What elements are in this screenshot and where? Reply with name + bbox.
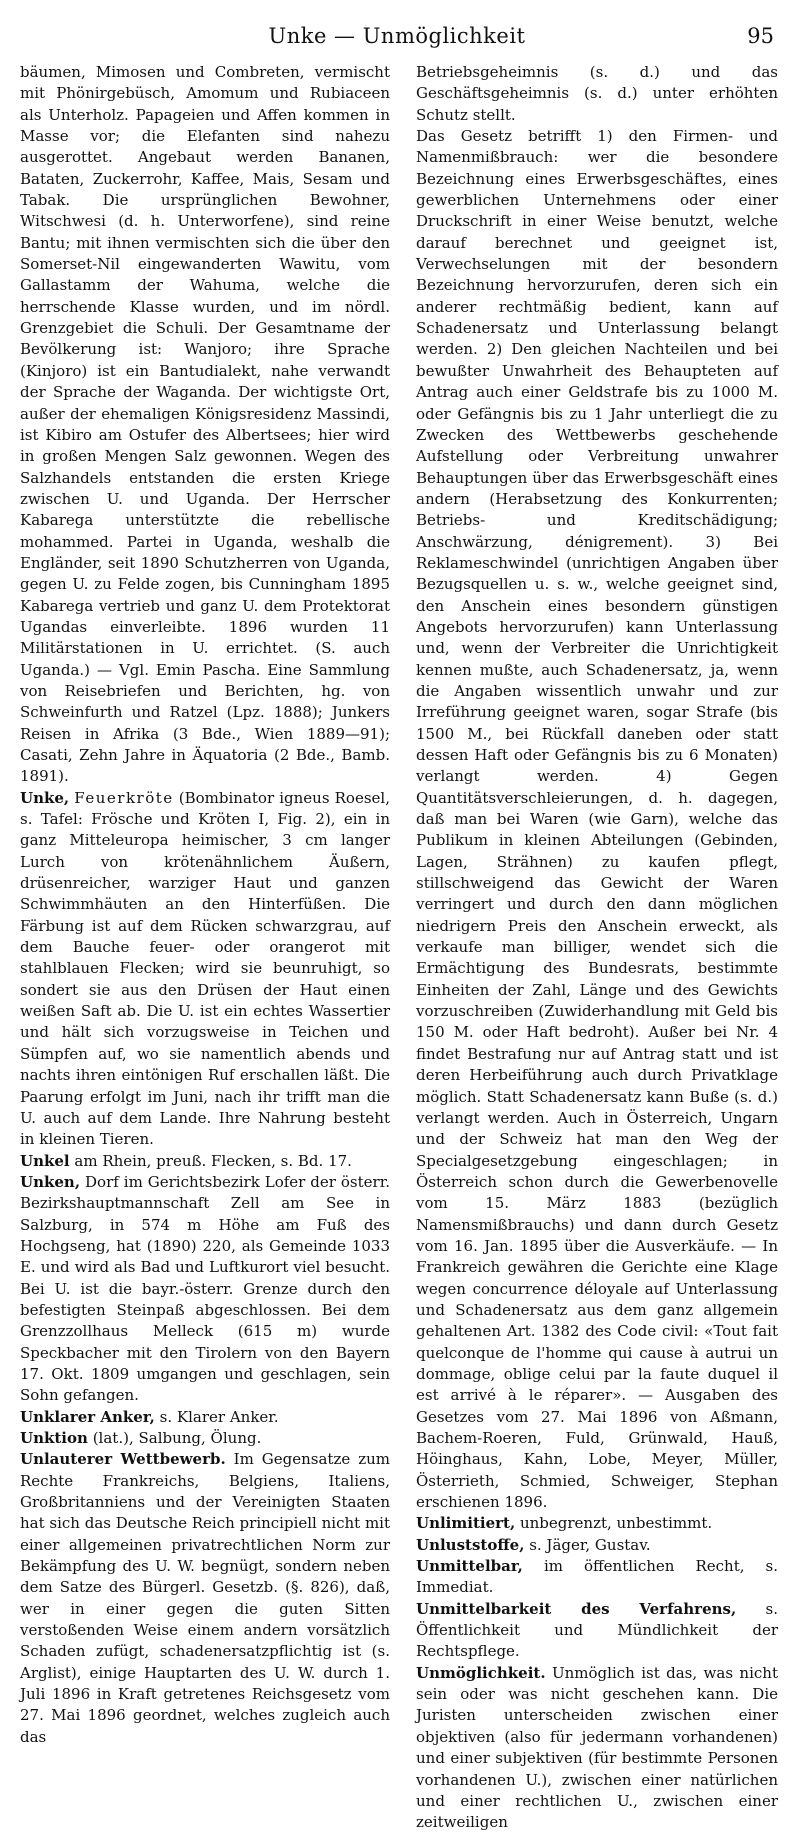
entry-text: am Rhein, preuß. Flecken, s. Bd. 17. bbox=[74, 1151, 352, 1170]
page-number: 95 bbox=[747, 24, 774, 48]
entry-headword: Unmittelbar, bbox=[416, 1557, 523, 1576]
entry-unmoeglichkeit bbox=[416, 1663, 778, 1834]
law-paragraph bbox=[416, 126, 778, 1513]
entry-text: s. Jäger, Gustav. bbox=[529, 1535, 651, 1554]
entry-text: s. Klarer Anker. bbox=[159, 1407, 279, 1426]
entry-unluststoffe bbox=[416, 1535, 778, 1556]
entry-headword: Unktion bbox=[20, 1429, 88, 1447]
entry-unklarer-anker bbox=[20, 1407, 390, 1428]
entry-text: im öffentlichen Recht, s. Immediat. bbox=[416, 1557, 778, 1597]
entry-subheading: Feuerkröte bbox=[74, 788, 174, 807]
paragraph-text: Das Gesetz betrifft 1) den Firmen- und Namenmißbrauch: wer die besondere Bezeichnung eines Erwerbsgeschäftes, eines gewerblichen Unternehmens oder einer Druckschrift in einer Weise benutzt, welche darauf berechnet und geeignet ist, Verwechselungen mit der besondern Bezeichnung hervorzurufen, deren sich ein anderer rechtmäßig bedient, kann auf Schadenersatz und Unterlassung belangt werden. 2) Den gleichen Nachteilen und bei bewußter Unwahrheit des Behaupteten auf Antrag auch einer Geldstrafe bis zu 1000 M. oder Gefängnis bis zu 1 Jahr unterliegt die zu Zwecken des Wettbewerbs geschehende Aufstellung oder Verbreitung unwahrer Behauptungen über das Erwerbsgeschäft eines andern (Herabsetzung des Konkurrenten; Betriebs- und Kreditschädigung; Anschwärzung, dénigrement). 3) Bei Reklameschwindel (unrichtigen Angaben über Bezugsquellen u. s. w., welche geeignet sind, den Anschein eines besondern günstigen Angebots hervorzurufen) kann Unterlassung und, wenn der Verbreiter die Unrichtigkeit kennen mußte, auch Schadenersatz, ja, wenn die Angaben wissentlich unwahr und zur Irreführung geeignet waren, sogar Strafe (bis 1500 M., bei Rückfall daneben oder statt dessen Haft oder Gefängnis bis zu 6 Monaten) verlangt werden. 4) Gegen Quantitätsverschleierungen, d. h. dagegen, daß man bei Waren (wie Garn), welche das Publikum in kleinen Abteilungen (Gebinden, Lagen, Strähnen) zu kaufen pflegt, stillschweigend das Gewicht der Waren verringert und durch den dann möglichen niedrigern Preis den Anschein erweckt, als verkaufe man billiger, wendet sich die Ermächtigung des Bundesrats, bestimmte Einheiten der Zahl, Länge und des Gewichts vorzuschreiben (Zuwiderhandlung mit Geld bis 150 M. oder Haft bedroht). Außer bei Nr. 4 findet Bestrafung nur auf Antrag statt und ist deren Herbeiführung auch durch Privatklage möglich. Statt Schadenersatz kann Buße (s. d.) verlangt werden. Auch in Österreich, Ungarn und der Schweiz hat man den Weg der Specialgesetzgebung eingeschlagen; in Österreich schon durch die Gewerbenovelle vom 15. März 1883 (bezüglich Namensmißbrauchs) und dann durch Gesetz vom 16. Jan. 1895 über die Ausverkäufe. — In Frankreich gewähren die Gerichte eine Klage wegen concurrence déloyale auf Unterlassung und Schadenersatz aus dem ganz allgemein gehaltenen Art. 1382 des Code civil: «Tout fait quelconque de l'homme qui cause à autrui un dommage, oblige celui par la faute duquel il est arrivé à le réparer». — Ausgaben des Gesetzes vom 27. Mai 1896 von Aßmann, Bachem-Roeren, Fuld, Grünwald, Hauß, Höinghaus, Kahn, Lobe, Meyer, Müller, Österrieth, Schmied, Schweiger, Stephan erschienen 1896. bbox=[416, 127, 778, 1512]
entry-headword: Unke, bbox=[20, 788, 70, 807]
running-title: Unke — Unmöglichkeit bbox=[268, 24, 526, 48]
entry-unktion bbox=[20, 1428, 390, 1449]
entry-unkel bbox=[20, 1151, 390, 1172]
entry-text: Im Gegensatze zum Rechte Frankreichs, Belgiens, Italiens, Großbritanniens und der Vereinigten Staaten hat sich das Deutsche Reich principiell nicht mit einer allgemeinen privatrechtlichen Norm zur Bekämpfung des U. W. begnügt, sondern neben dem Satze des Bürgerl. Gesetzb. (§. 826), daß, wer in einer gegen die guten Sitten verstoßenden Weise einem andern vorsätzlich Schaden zufügt, schadenersatzpflichtig ist (s. Arglist), einige Hauptarten des U. W. durch 1. Juli 1896 in Kraft getretenes Reichsgesetz vom 27. Mai 1896 geordnet, welches zugleich auch das bbox=[20, 1450, 390, 1746]
entry-unlauterer-wettbewerb bbox=[20, 1449, 390, 1748]
entry-text: (lat.), Salbung, Ölung. bbox=[92, 1429, 262, 1447]
entry-headword: Unklarer Anker, bbox=[20, 1407, 155, 1426]
entry-unken bbox=[20, 1172, 390, 1407]
entry-text: unbegrenzt, unbestimmt. bbox=[519, 1514, 713, 1533]
entry-text: s. Öffentlichkeit und Mündlichkeit der Rechtspflege. bbox=[416, 1599, 778, 1661]
continuation-paragraph bbox=[416, 62, 778, 126]
entry-text: Unmöglich ist das, was nicht sein oder was nicht geschehen kann. Die Juristen unterscheiden zwischen einer objektiven (also für jedermann vorhandenen) und einer subjektiven (für bestimmte Personen vorhandenen U.), zwischen einer natürlichen und einer rechtlichen U., zwischen einer zeitweiligen bbox=[416, 1663, 778, 1832]
entry-unlimitiert bbox=[416, 1513, 778, 1534]
paragraph-text: Betriebsgeheimnis (s. d.) und das Geschäftsgeheimnis (s. d.) unter erhöhten Schutz stellt. bbox=[416, 63, 778, 124]
entry-unmittelbarkeit bbox=[416, 1599, 778, 1663]
entry-headword: Unken, bbox=[20, 1172, 81, 1191]
entry-headword: Unkel bbox=[20, 1151, 70, 1170]
entry-unke bbox=[20, 788, 390, 1151]
right-column bbox=[416, 62, 778, 1832]
running-header bbox=[20, 18, 774, 58]
entry-headword: Unluststoffe, bbox=[416, 1535, 525, 1554]
entry-text: (Bombinator igneus Roesel, s. Tafel: Frösche und Kröten I, Fig. 2), ein in ganz Mitteleuropa heimischer, 3 cm langer Lurch von krötenähnlichem Äußern, drüsenreicher, warziger Haut und ganzen Schwimmhäuten an den Hinterfüßen. Die Färbung ist auf dem Rücken schwarzgrau, auf dem Bauche feuer- oder orangerot mit stahlblauen Flecken; wird sie beunruhigt, so sondert sie aus den Drüsen der Haut einen weißen Saft ab. Die U. ist ein echtes Wassertier und hält sich vorzugsweise in Teichen und Sümpfen auf, wo sie namentlich abends und nachts ihren eintönigen Ruf erschallen läßt. Die Paarung erfolgt im Juni, nach ihr trifft man die U. auch auf dem Lande. Ihre Nahrung besteht in kleinen Tieren. bbox=[20, 788, 390, 1149]
left-column bbox=[20, 62, 390, 1746]
entry-headword: Unlauterer Wettbewerb. bbox=[20, 1450, 226, 1469]
continuation-paragraph bbox=[20, 62, 390, 788]
entry-headword: Unlimitiert, bbox=[416, 1514, 516, 1533]
entry-text: Dorf im Gerichtsbezirk Lofer der österr. Bezirkshauptmannschaft Zell am See in Salzburg, in 574 m Höhe am Fuß des Hochgseng, hat (1890) 220, als Gemeinde 1033 E. und wird als Bad und Luftkurort viel besucht. Bei U. ist die bayr.-österr. Grenze durch den befestigten Steinpaß abgeschlossen. Bei dem Grenzzollhaus Melleck (615 m) wurde Speckbacher mit den Tirolern von den Bayern 17. Okt. 1809 umgangen und geschlagen, sein Sohn gefangen. bbox=[20, 1172, 390, 1405]
entry-unmittelbar bbox=[416, 1556, 778, 1599]
entry-headword: Unmöglichkeit. bbox=[416, 1663, 546, 1682]
entry-headword: Unmittelbarkeit des Verfahrens, bbox=[416, 1599, 737, 1618]
paragraph-text: bäumen, Mimosen und Combreten, vermischt mit Phönirgebüsch, Amomum und Rubiaceen als Unterholz. Papageien und Affen kommen in Masse vor; die Elefanten sind nahezu ausgerottet. Angebaut werden Bananen, Bataten, Zuckerrohr, Kaffee, Mais, Sesam und Tabak. Die ursprünglichen Bewohner, Witschwesi (d. h. Unterworfene), sind reine Bantu; mit ihnen vermischten sich die über den Somerset-Nil eingewanderten Wawitu, vom Gallastamm der Wahuma, welche die herrschende Klasse wurden, und im nördl. Grenzgebiet die Schuli. Der Gesamtname der Bevölkerung ist: Wanjoro; ihre Sprache (Kinjoro) ist ein Bantudialekt, nahe verwandt der Sprache der Waganda. Der wichtigste Ort, außer der ehemaligen Königsresidenz Massindi, ist Kibiro am Ostufer des Albertsees; hier wird in großen Mengen Salz gewonnen. Wegen des Salzhandels entstanden die ersten Kriege zwischen U. und Uganda. Der Herrscher Kabarega unterstützte die rebellische mohammed. Partei in Uganda, weshalb die Engländer, seit 1890 Schutzherren von Uganda, gegen U. zu Felde zogen, bis Cunningham 1895 Kabarega vertrieb und ganz U. dem Protektorat Ugandas einverleibte. 1896 wurden 11 Militärstationen in U. errichtet. (S. auch Uganda.) — Vgl. Emin Pascha. Eine Sammlung von Reisebriefen und Berichten, hg. von Schweinfurth und Ratzel (Lpz. 1888); Junkers Reisen in Afrika (3 Bde., Wien 1889—91); Casati, Zehn Jahre in Äquatoria (2 Bde., Bamb. 1891). bbox=[20, 63, 390, 786]
